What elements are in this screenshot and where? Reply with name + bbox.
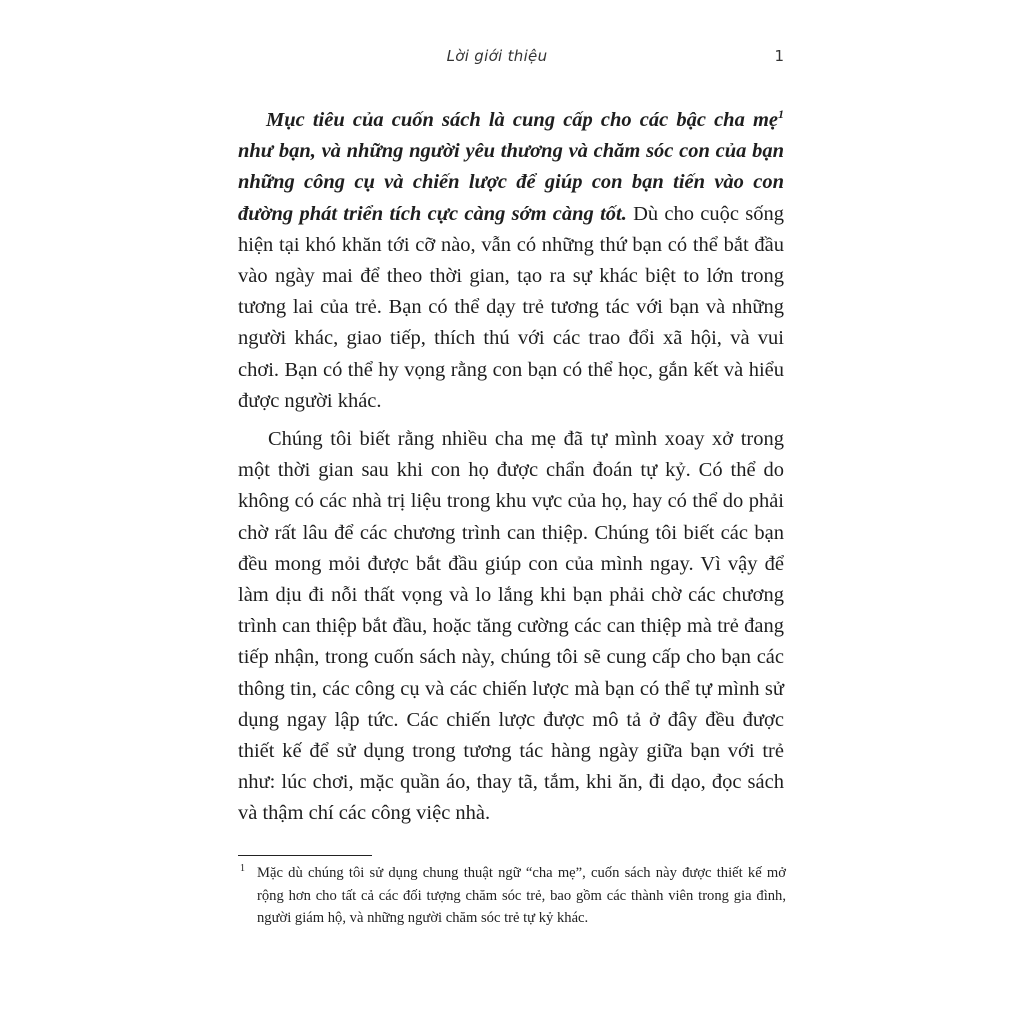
page-number: 1 (774, 47, 784, 65)
running-header (238, 47, 786, 71)
chapter-title: Lời giới thiệu (446, 47, 548, 65)
body-text (238, 105, 784, 830)
footnote-divider (238, 855, 372, 856)
footnote-marker: 1 (240, 863, 245, 874)
footnote-reference: 1 (778, 107, 784, 122)
paragraph-1-lead: Mục tiêu của cuốn sách là cung cấp cho các bậc cha mẹ (266, 109, 778, 131)
paragraph-1-lead-continued: như bạn, và những người yêu thương và chăm sóc con của bạn những công cụ và chiến lược để giúp con bạn tiến vào con đường phát triển tích cực càng sớm càng tốt. (238, 140, 784, 225)
footnote-text: Mặc dù chúng tôi sử dụng chung thuật ngữ “cha mẹ”, cuốn sách này được thiết kế mở rộng hơn cho tất cả các đối tượng chăm sóc trẻ, bao gồm các thành viên trong gia đình, người giám hộ, và những người chăm sóc trẻ tự kỷ khác. (257, 865, 786, 926)
paragraph-1-rest: Dù cho cuộc sống hiện tại khó khăn tới cỡ nào, vẫn có những thứ bạn có thể bắt đầu vào ngày mai để theo thời gian, tạo ra sự khác biệt to lớn trong tương lai của trẻ. Bạn có thể dạy trẻ tương tác với bạn và những người khác, giao tiếp, thích thú với các trao đổi xã hội, và vui chơi. Bạn có thể hy vọng rằng con bạn có thể học, gắn kết và hiểu được người khác. (238, 202, 784, 412)
paragraph-1 (238, 105, 784, 417)
footnote (238, 862, 786, 930)
paragraph-2: Chúng tôi biết rằng nhiều cha mẹ đã tự mình xoay xở trong một thời gian sau khi con họ được chẩn đoán tự kỷ. Có thể do không có các nhà trị liệu trong khu vực của họ, hay có thể do phải chờ rất lâu để các chương trình can thiệp. Chúng tôi biết các bạn đều mong mỏi được bắt đầu giúp con của mình ngay. Vì vậy để làm dịu đi nỗi thất vọng và lo lắng khi bạn phải chờ các chương trình can thiệp bắt đầu, hoặc tăng cường các can thiệp mà trẻ đang tiếp nhận, trong cuốn sách này, chúng tôi sẽ cung cấp cho bạn các thông tin, các công cụ và các chiến lược mà bạn có thể tự mình sử dụng ngay lập tức. Các chiến lược được mô tả ở đây đều được thiết kế để sử dụng trong tương tác hàng ngày giữa bạn với trẻ như: lúc chơi, mặc quần áo, thay tã, tắm, khi ăn, đi dạo, đọc sách và thậm chí các công việc nhà. (238, 428, 784, 825)
